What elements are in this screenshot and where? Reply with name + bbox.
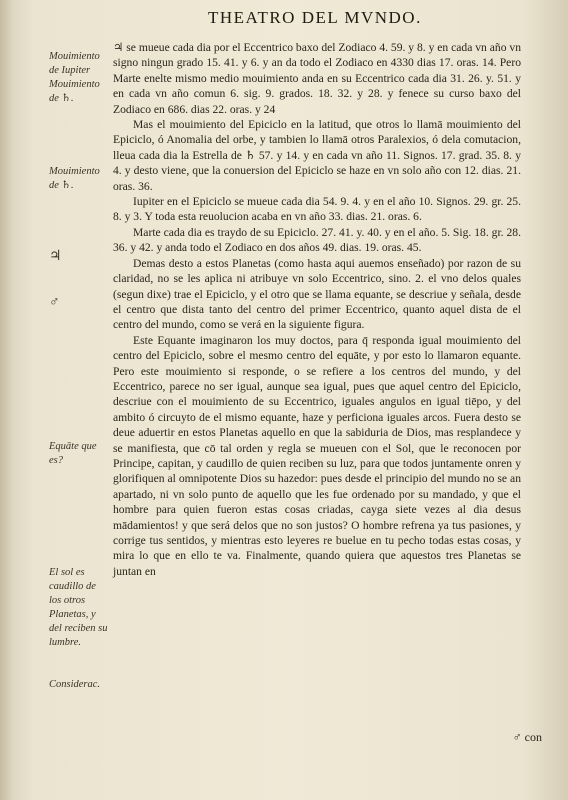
margin-note-saturn: Mouimiento de ♄. (49, 166, 100, 191)
paragraph: Mas el mouimiento del Epiciclo en la latitud, que otros lo llamā mouimiento del Epiciclo, ó Anomalia del orbe, y tambien lo llamā otros Paralexios, ó dela comutacion, lleua cada dia la Estrella de ♄ 57. y 14. y en cada vn año 11. Signos. 17. grad. 35. 8. y 4. y desto viene, que la conuersion del Epiciclo se haze en vn solo año con 12. dias. 21. oras. 36. (113, 118, 521, 193)
paragraph: ♃ se mueue cada dia por el Eccentrico baxo del Zodiaco 4. 59. y 8. y en cada vn año vn signo ningun grado 15. 41. y 6. y an da todo el Zodiaco en 4330 dias 17. oras. 14. Pero Marte enelte mismo medio mouimiento anda en su Eccentrico cada dia 31. 26. y. 51. y en cada vn año comun 6. sig. 9. grados. 18. 32. y 28. y fenece su curso baxo del Zodiaco en 686. dias 22. oras. y 24 (113, 41, 521, 116)
main-text (113, 40, 521, 579)
paragraph: Este Equante imaginaron los muy doctos, para q̄ responda igual mouimiento del centro del Epiciclo, sobre el mesmo centro del equāte, y por esto lo llamaron equante. Pero este mouimiento si responde, o se refiere a los centros del mundo, y del Eccentrico, parece no ser igual, aunque sea igual, pues que aquel centro del Epiciclo, descriue con el mouimiento de su Eccentrico, iguales angulos en igual tiēpo, y del ambito ó circuyto de el mismo equante, haze y perficiona iguales arcos. Fuera desto se deue aduertir en estos Planetas aquello en que la sabiduria de Dios, mas resplandece y se manifiesta, que cō tal orden y regla se mueuen con el Sol, que le reconocen por Principe, capitan, y caudillo de quien reciben su luz, para que todos juntamente onren y glorifiquen al omnipotente Dios su hazedor: pues desde el principio del mundo no se an apartado, ni vn solo punto de aquello que les fue ordenado por su mandado, y que el hombre para quien fueron estas cosas criadas, cayga siete vezes al dia desus mādamientos! y que será delos que no son justos? O hombre refrena ya tus pasiones, y corrige tus sentidos, y mientras esto leyeres re buelue en tu pecho todas estas cosas, y mira lo que en ello te va. Finalmente, quando quiera que aquestos tres Planetas se juntan en (113, 333, 521, 578)
margin-note-equante: Equāte que es? (49, 441, 97, 466)
margin-note-jupiter-symbol: ♃ (49, 249, 62, 264)
margin-note-sun: El sol es caudillo de los otros Planetas, y del reciben su lumbre. (49, 567, 108, 648)
margin-note-consideration: Considerac. (49, 679, 101, 690)
paragraph: Iupiter en el Epiciclo se mueue cada dia 54. 9. 4. y en el año 10. Signos. 29. gr. 25. 8. y 3. Y toda esta reuolucion acaba en vn año 33. dias. 21. oras. 6. (113, 195, 521, 224)
paragraph: Demas desto a estos Planetas (como hasta aqui auemos enseñado) por razon de su claridad, no se les aplica ni atribuye vn solo Eccentrico, sino. 2. el vno delos quales (segun dixe) trae el Epiciclo, y el otro que se llama equante, se descriue y señala, desde el centro que dista tanto del centro del primer Eccentrico, quanto aquel dista de el centro del mundo, como se verá en la siguiente figura. (113, 256, 521, 332)
paragraph: Marte cada dia es traydo de su Epiciclo. 27. 41. y. 40. y en el año. 5. Sig. 18. gr. 28. 36. y 42. y anda todo el Zodiaco en dos años 49. dias. 19. oras. 45. (113, 225, 521, 255)
margin-note-mars-symbol: ♂ (49, 295, 60, 310)
margin-note-jupiter: Mouimiento de Iupiter Mouimiento de ♄. (49, 51, 100, 104)
running-header: THEATRO DEL MVNDO. (208, 8, 422, 27)
catchword: ♂ con (512, 730, 542, 744)
page-edge-shadow (0, 0, 14, 800)
